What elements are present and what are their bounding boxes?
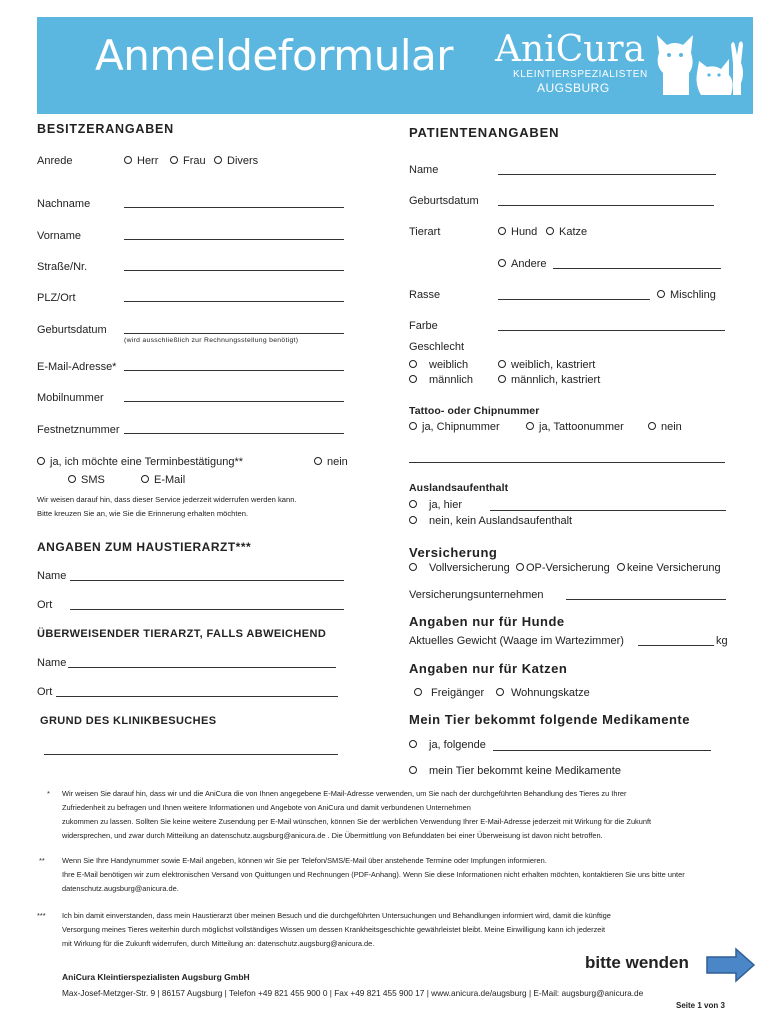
radio-icon: [409, 500, 417, 508]
pet-name-field[interactable]: [498, 174, 716, 175]
species-label: Tierart: [409, 226, 441, 238]
chip-number-field[interactable]: [409, 462, 725, 463]
owner-birthdate-field[interactable]: [124, 333, 344, 334]
insurer-label: Versicherungsunternehmen: [409, 589, 544, 601]
footnote-1-line-3: zukommen zu lassen. Sollten Sie keine weitere Zusendung per E-Mail wünschen, können Sie der werblichen Verwendung Ihrer E-Mail-Adresse jederzeit mit Wirkung für die Zukunft: [62, 817, 652, 826]
lastname-field[interactable]: [124, 207, 344, 208]
pet-birthdate-label: Geburtsdatum: [409, 195, 479, 207]
tattoo-yes-radio[interactable]: ja, Tattoonummer: [526, 421, 624, 433]
chip-yes-radio[interactable]: ja, Chipnummer: [409, 421, 500, 433]
abroad-location-field[interactable]: [490, 510, 726, 511]
salutation-label: Anrede: [37, 155, 73, 167]
meds-heading: Mein Tier bekommt folgende Medikamente: [409, 712, 690, 727]
vet-city-label: Ort: [37, 599, 53, 611]
species-other-field[interactable]: [553, 268, 721, 269]
footnote-3-mark: ***: [37, 911, 46, 920]
email-field[interactable]: [124, 370, 344, 371]
mobile-field[interactable]: [124, 401, 344, 402]
company-name: AniCura Kleintierspezialisten Augsburg GmbH: [62, 972, 250, 982]
footnote-2-line-3: datenschutz.augsburg@anicura.de.: [62, 884, 179, 893]
pet-name-label: Name: [409, 164, 439, 176]
radio-icon: [409, 516, 417, 524]
radio-icon: [498, 360, 506, 368]
firstname-label: Vorname: [37, 230, 82, 242]
ref-vet-city-field[interactable]: [56, 696, 338, 697]
radio-icon: [409, 766, 417, 774]
landline-field[interactable]: [124, 433, 344, 434]
zip-city-field[interactable]: [124, 301, 344, 302]
radio-icon: [409, 563, 417, 571]
abroad-yes-radio[interactable]: ja, hier: [409, 499, 462, 511]
radio-icon: [414, 688, 422, 696]
confirm-note-1: Wir weisen darauf hin, dass dieser Service jederzeit widerrufen werden kann.: [37, 495, 297, 504]
color-label: Farbe: [409, 320, 438, 332]
turn-over-label: bitte wenden: [585, 953, 689, 972]
species-dog-radio[interactable]: Hund: [498, 226, 537, 238]
radio-icon: [546, 227, 554, 235]
landline-label: Festnetznummer: [37, 424, 120, 436]
confirm-note-2: Bitte kreuzen Sie an, wie Sie die Erinnerung erhalten möchten.: [37, 509, 249, 518]
sex-female-neutered-radio[interactable]: weiblich, kastriert: [498, 359, 595, 371]
radio-icon: [37, 457, 45, 465]
radio-icon: [648, 422, 656, 430]
cats-heading: Angaben nur für Katzen: [409, 661, 568, 676]
chip-no-radio[interactable]: nein: [648, 421, 682, 433]
header-banner: [37, 17, 753, 114]
cat-outdoor-radio[interactable]: Freigänger: [414, 687, 484, 699]
company-address: Max-Josef-Metzger-Str. 9 | 86157 Augsburg | Telefon +49 821 455 900 0 | Fax +49 821 455 900 17 | www.anicura.de/augsburg | E-Mail: augsburg@anicura.de: [62, 988, 644, 998]
radio-icon: [68, 475, 76, 483]
radio-icon: [409, 422, 417, 430]
insurance-full-radio[interactable]: Vollversicherung: [409, 562, 510, 574]
footnote-3-line-3: mit Wirkung für die Zukunft widerrufen, durch Mitteilung an: datenschutz.augsburg@anicura.de.: [62, 939, 375, 948]
weight-field[interactable]: [638, 645, 714, 646]
breed-mix-checkbox[interactable]: Mischling: [657, 289, 716, 301]
brand-subtitle: KLEINTIERSPEZIALISTEN: [513, 69, 648, 80]
salutation-herr-radio[interactable]: Herr: [124, 155, 158, 167]
radio-icon: [170, 156, 178, 164]
cat-dog-rabbit-logo-icon: [649, 23, 745, 97]
email-label: E-Mail-Adresse*: [37, 361, 117, 373]
mobile-label: Mobilnummer: [37, 392, 104, 404]
patient-heading: PATIENTENANGABEN: [409, 125, 560, 140]
species-other-radio[interactable]: Andere: [498, 258, 546, 270]
footnote-2-line-1: Wenn Sie Ihre Handynummer sowie E-Mail angeben, können wir Sie per Telefon/SMS/E-Mail über anstehende Termine oder Impfungen informieren.: [62, 856, 547, 865]
arrow-right-icon: [706, 947, 756, 983]
radio-icon: [617, 563, 625, 571]
sex-male-neutered-radio[interactable]: männlich, kastriert: [498, 374, 600, 386]
footnote-1-line-1: Wir weisen Sie darauf hin, dass wir und die AniCura die von Ihnen angegebene E-Mail-Adresse verwenden, um Sie nach der durchgeführten Behandlung des Tieres zu Ihrer: [62, 789, 627, 798]
confirm-yes-checkbox[interactable]: ja, ich möchte eine Terminbestätigung**: [37, 456, 243, 468]
ref-vet-name-field[interactable]: [68, 667, 336, 668]
owner-heading: BESITZERANGABEN: [37, 122, 175, 136]
radio-icon: [314, 457, 322, 465]
sex-label: Geschlecht: [409, 341, 465, 353]
vet-name-field[interactable]: [70, 580, 344, 581]
color-field[interactable]: [498, 330, 725, 331]
confirm-email-checkbox[interactable]: E-Mail: [141, 474, 185, 486]
salutation-frau-radio[interactable]: Frau: [170, 155, 206, 167]
zip-city-label: PLZ/Ort: [37, 292, 76, 304]
footnote-3-line-1: Ich bin damit einverstanden, dass mein Haustierarzt über meinen Besuch und die durchgeführten Untersuchungen und Behandlungen informiert wird, damit die künftige: [62, 911, 611, 920]
confirm-no-checkbox[interactable]: nein: [314, 456, 348, 468]
radio-icon: [124, 156, 132, 164]
sex-female-radio[interactable]: weiblich: [409, 359, 468, 371]
confirm-sms-checkbox[interactable]: SMS: [68, 474, 105, 486]
meds-yes-radio[interactable]: ja, folgende: [409, 739, 486, 751]
birthdate-note: (wird ausschließlich zur Rechnungsstellung benötigt): [124, 337, 299, 344]
radio-icon: [409, 375, 417, 383]
footnote-3-line-2: Versorgung meines Tieres weiterhin durch möglichst vollständiges Wissen um dessen Krankheitsgeschichte gewährleistet bleibt. Meine Einwilligung kann ich jederzeit: [62, 925, 606, 934]
radio-icon: [526, 422, 534, 430]
dogs-heading: Angaben nur für Hunde: [409, 614, 565, 629]
sex-male-radio[interactable]: männlich: [409, 374, 473, 386]
weight-unit: kg: [716, 635, 728, 647]
insurance-none-radio[interactable]: keine Versicherung: [617, 562, 721, 574]
chip-heading: Tattoo- oder Chipnummer: [409, 405, 540, 417]
abroad-heading: Auslandsaufenthalt: [409, 482, 509, 494]
visit-reason-field[interactable]: [44, 754, 338, 755]
radio-icon: [657, 290, 665, 298]
abroad-no-radio[interactable]: nein, kein Auslandsaufenthalt: [409, 515, 572, 527]
species-cat-radio[interactable]: Katze: [546, 226, 587, 238]
ref-vet-city-label: Ort: [37, 686, 53, 698]
breed-field[interactable]: [498, 299, 650, 300]
ref-vet-name-label: Name: [37, 657, 67, 669]
street-field[interactable]: [124, 270, 344, 271]
meds-no-radio[interactable]: mein Tier bekommt keine Medikamente: [409, 765, 621, 777]
radio-icon: [214, 156, 222, 164]
owner-birthdate-label: Geburtsdatum: [37, 324, 107, 336]
radio-icon: [498, 227, 506, 235]
cat-indoor-radio[interactable]: Wohnungskatze: [496, 687, 590, 699]
brand-city: AUGSBURG: [537, 81, 610, 95]
insurance-op-radio[interactable]: OP-Versicherung: [516, 562, 610, 574]
page-number: Seite 1 von 3: [676, 1001, 725, 1010]
breed-label: Rasse: [409, 289, 441, 301]
salutation-divers-radio[interactable]: Divers: [214, 155, 258, 167]
radio-icon: [496, 688, 504, 696]
form-title: Anmeldeformular: [95, 31, 453, 80]
vet-name-label: Name: [37, 570, 67, 582]
street-label: Straße/Nr.: [37, 261, 88, 273]
footnote-1-line-4: widersprechen, und zwar durch Mitteilung an datenschutz.augsburg@anicura.de . Die Übermittlung von Befunddaten bei einer Überweisung ist davon nicht betroffen.: [62, 831, 603, 840]
referring-vet-heading: ÜBERWEISENDER TIERARZT, FALLS ABWEICHEND: [37, 628, 327, 640]
insurance-heading: Versicherung: [409, 545, 498, 560]
footnote-2-mark: **: [39, 856, 45, 865]
footnote-2-line-2: Ihre E-Mail benötigen wir zum elektronischen Versand von Quittungen und Rechnungen (PDF-Anhang). Wenn Sie diese Informationen nicht erhalten möchten, kontaktieren Sie uns bitte unter: [62, 870, 685, 879]
radio-icon: [498, 259, 506, 267]
insurer-field[interactable]: [566, 599, 726, 600]
radio-icon: [409, 740, 417, 748]
radio-icon: [409, 360, 417, 368]
firstname-field[interactable]: [124, 239, 344, 240]
weight-label: Aktuelles Gewicht (Waage im Wartezimmer): [409, 635, 624, 647]
vet-heading: ANGABEN ZUM HAUSTIERARZT***: [37, 540, 252, 554]
radio-icon: [141, 475, 149, 483]
visit-reason-heading: GRUND DES KLINIKBESUCHES: [40, 715, 217, 727]
vet-city-field[interactable]: [70, 609, 344, 610]
meds-list-field[interactable]: [493, 750, 711, 751]
lastname-label: Nachname: [37, 198, 91, 210]
footnote-1-mark: *: [47, 789, 50, 798]
footnote-1-line-2: Zufriedenheit zu befragen und Ihnen weitere Informationen und Angebote von AniCura und damit verbundenen Unternehmen: [62, 803, 471, 812]
brand-logo: AniCura: [495, 29, 646, 70]
pet-birthdate-field[interactable]: [498, 205, 714, 206]
radio-icon: [516, 563, 524, 571]
radio-icon: [498, 375, 506, 383]
